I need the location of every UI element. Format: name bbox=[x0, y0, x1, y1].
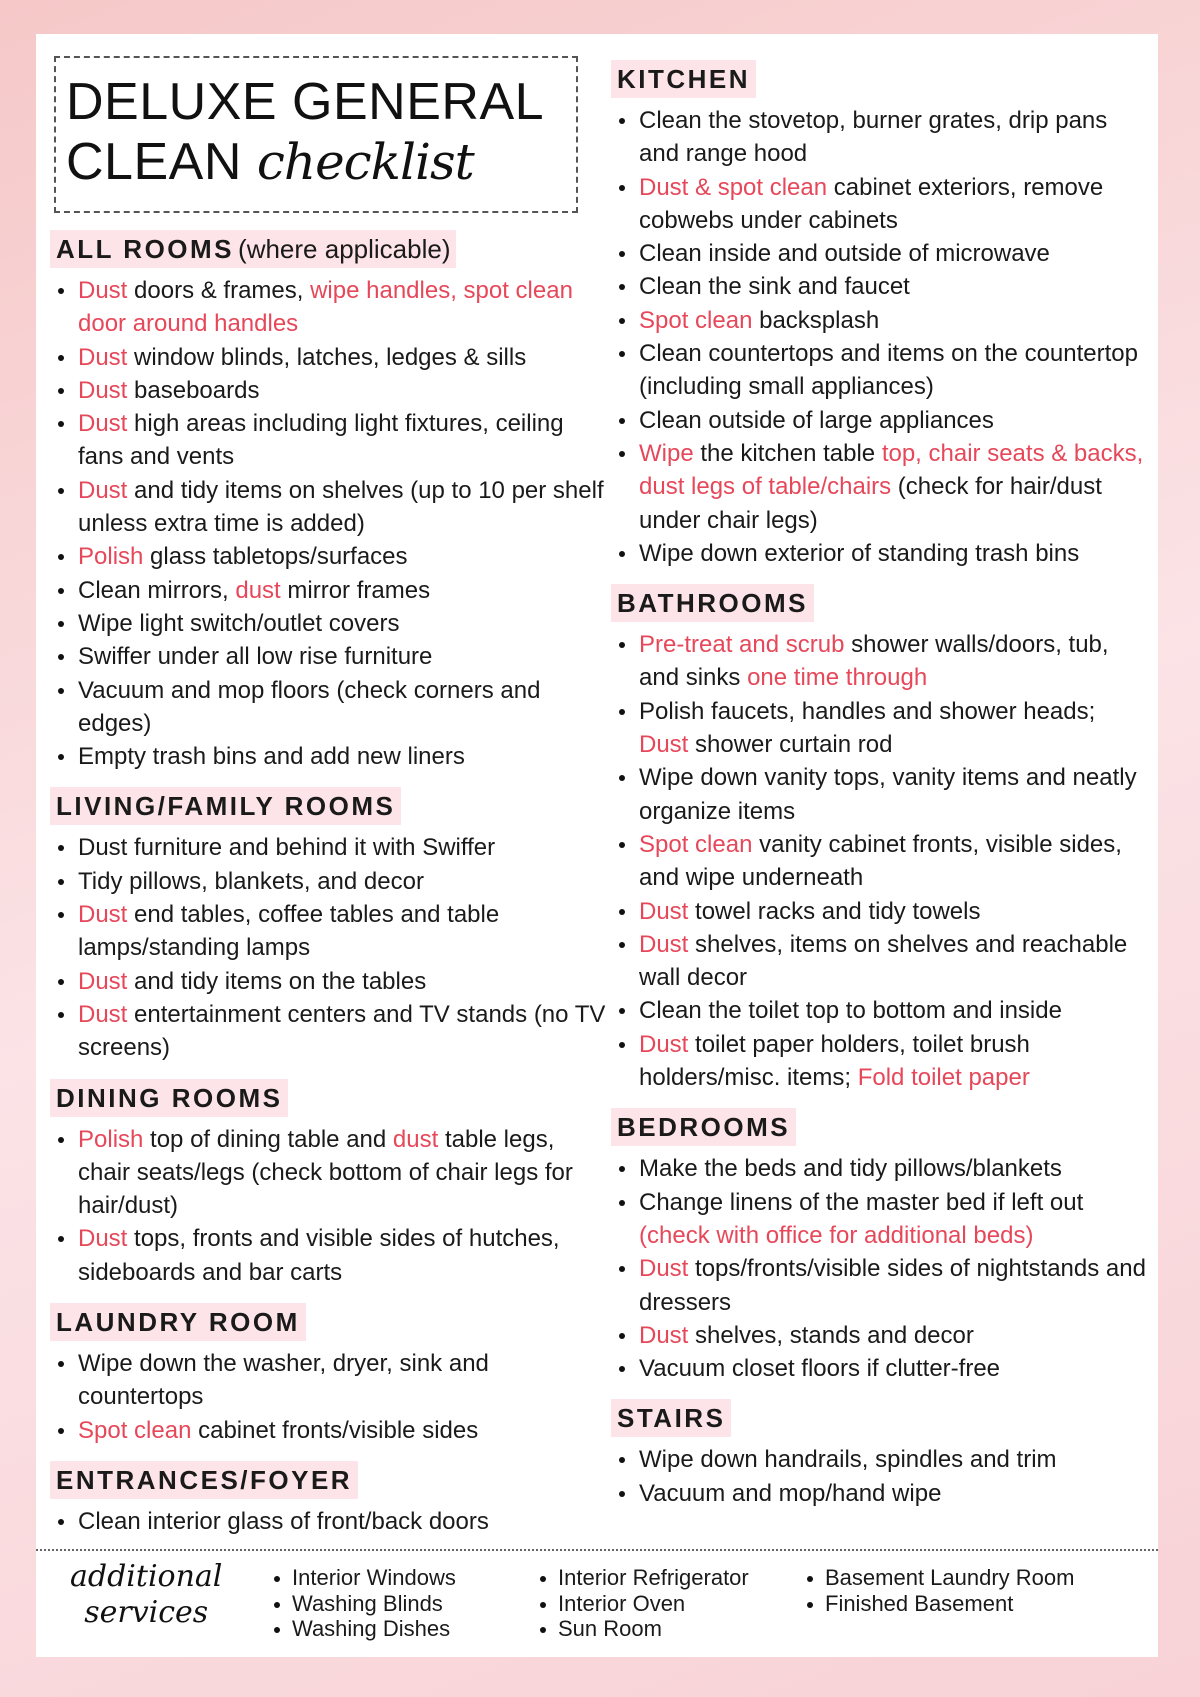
checklist-item bbox=[611, 895, 1151, 928]
script-line1: additional bbox=[70, 1559, 223, 1594]
section-stairs bbox=[611, 1399, 1151, 1510]
section-heading bbox=[611, 584, 814, 622]
item-text: doors & frames, bbox=[127, 277, 311, 304]
highlighted-text: dust bbox=[392, 1125, 439, 1153]
checklist-item bbox=[611, 237, 1151, 270]
item-text: Clean outside of large appliances bbox=[639, 406, 994, 434]
highlighted-text: Dust bbox=[639, 897, 689, 925]
item-text: Wipe down the washer, dryer, sink and countertops bbox=[78, 1350, 489, 1411]
checklist-item bbox=[50, 1222, 610, 1289]
highlighted-text: Dust bbox=[78, 343, 128, 371]
item-text: Clean the toilet top to bottom and inside bbox=[639, 997, 1062, 1025]
checklist-item bbox=[50, 831, 610, 864]
item-text: Vacuum closet floors if clutter-free bbox=[639, 1355, 1001, 1383]
item-text: shelves, stands and decor bbox=[688, 1321, 974, 1349]
checklist-item bbox=[50, 540, 610, 573]
item-text: table legs, chair seats/legs (check bottom of chair legs for hair/dust) bbox=[78, 1125, 573, 1220]
section-entrances-foyer bbox=[50, 1461, 610, 1538]
section-title: BEDROOMS bbox=[617, 1112, 791, 1143]
checklist-item bbox=[50, 965, 610, 998]
section-heading bbox=[50, 1079, 288, 1117]
checklist-item bbox=[611, 304, 1151, 337]
highlighted-text: Fold toilet paper bbox=[857, 1064, 1030, 1092]
section-heading bbox=[611, 60, 756, 98]
item-text: and tidy items on the tables bbox=[127, 967, 427, 995]
title-script: checklist bbox=[256, 133, 474, 191]
section-subtitle: (where applicable) bbox=[238, 234, 451, 264]
highlighted-text: Dust bbox=[639, 1255, 689, 1283]
item-text: Clean inside and outside of microwave bbox=[639, 240, 1050, 268]
item-text: entertainment centers and TV stands (no TV screens) bbox=[78, 1000, 606, 1062]
services-column-2 bbox=[536, 1565, 749, 1642]
checklist-page bbox=[36, 34, 1158, 1657]
item-text: Clean mirrors, bbox=[78, 576, 236, 604]
item-text: toilet paper holders, toilet brush holders/misc. items; bbox=[639, 1030, 1030, 1092]
checklist-item bbox=[50, 674, 610, 741]
highlighted-text: wipe handles, spot clean door around handles bbox=[78, 277, 573, 338]
additional-services-title bbox=[70, 1559, 222, 1631]
highlighted-text: Dust bbox=[78, 277, 128, 304]
checklist bbox=[50, 1123, 610, 1289]
highlighted-text: Spot clean bbox=[639, 830, 753, 858]
item-text: (check for hair/dust under chair legs) bbox=[639, 473, 1102, 534]
checklist-item bbox=[611, 104, 1151, 171]
title-line2: CLEAN bbox=[66, 133, 242, 191]
additional-services bbox=[36, 1549, 1158, 1657]
title-line1: DELUXE GENERAL bbox=[66, 73, 545, 131]
section-title: LAUNDRY ROOM bbox=[56, 1307, 300, 1338]
highlighted-text: Dust bbox=[78, 1225, 128, 1253]
item-text: Dust furniture and behind it with Swiffer bbox=[78, 834, 496, 862]
highlighted-text: Dust bbox=[78, 410, 128, 438]
checklist bbox=[50, 1347, 610, 1447]
item-text: Wipe down exterior of standing trash bins bbox=[639, 539, 1080, 567]
highlighted-text: Dust & spot clean bbox=[639, 173, 828, 201]
checklist-item bbox=[50, 1414, 610, 1447]
checklist-item bbox=[50, 1347, 610, 1414]
section-heading bbox=[50, 787, 401, 825]
item-text: end tables, coffee tables and table lamps/standing lamps bbox=[78, 901, 500, 962]
checklist-item bbox=[50, 898, 610, 965]
checklist-item bbox=[50, 407, 610, 474]
highlighted-text: Polish bbox=[78, 1125, 144, 1153]
checklist-item bbox=[611, 695, 1151, 762]
checklist-item bbox=[50, 865, 610, 898]
highlighted-text: dust bbox=[235, 576, 281, 604]
checklist-item bbox=[50, 574, 610, 607]
highlighted-text: Dust bbox=[78, 967, 128, 995]
service-item: Interior Refrigerator bbox=[536, 1565, 749, 1591]
item-text: backsplash bbox=[752, 306, 880, 334]
item-text: Empty trash bins and add new liners bbox=[78, 743, 465, 771]
section-heading bbox=[50, 1461, 358, 1499]
services-column-1 bbox=[270, 1565, 456, 1642]
service-item: Washing Dishes bbox=[270, 1616, 456, 1642]
section-heading bbox=[50, 230, 456, 268]
service-item: Sun Room bbox=[536, 1616, 749, 1642]
checklist-item bbox=[611, 1477, 1151, 1510]
checklist-item bbox=[50, 474, 610, 541]
checklist-item bbox=[611, 171, 1151, 238]
section-living-family-rooms bbox=[50, 787, 610, 1064]
highlighted-text: Spot clean bbox=[78, 1416, 192, 1444]
checklist-item bbox=[50, 341, 610, 374]
service-item: Washing Blinds bbox=[270, 1591, 456, 1617]
checklist-item bbox=[611, 270, 1151, 303]
item-text: top of dining table and bbox=[143, 1125, 393, 1153]
service-item: Interior Windows bbox=[270, 1565, 456, 1591]
section-title: ALL ROOMS bbox=[56, 234, 235, 264]
checklist-item bbox=[50, 998, 610, 1065]
highlighted-text: one time through bbox=[747, 664, 928, 692]
checklist-item bbox=[50, 740, 610, 773]
section-title: LIVING/FAMILY ROOMS bbox=[56, 791, 396, 822]
checklist bbox=[50, 1505, 610, 1538]
item-text: high areas including light fixtures, ceiling fans and vents bbox=[78, 410, 564, 471]
highlighted-text: Dust bbox=[639, 1321, 689, 1349]
item-text: tops/fronts/visible sides of nightstands and dressers bbox=[639, 1255, 1146, 1316]
section-heading bbox=[611, 1108, 796, 1146]
section-title: DINING ROOMS bbox=[56, 1082, 283, 1113]
section-heading bbox=[50, 1303, 306, 1341]
section-title: STAIRS bbox=[617, 1403, 726, 1434]
item-text: Wipe light switch/outlet covers bbox=[78, 609, 400, 637]
section-bedrooms bbox=[611, 1108, 1151, 1385]
left-column bbox=[50, 230, 610, 1552]
checklist-item bbox=[611, 628, 1151, 695]
checklist-item bbox=[50, 1505, 610, 1538]
highlighted-text: Dust bbox=[78, 476, 128, 504]
item-text: Tidy pillows, blankets, and decor bbox=[78, 867, 424, 895]
highlighted-text: Spot clean bbox=[639, 306, 753, 334]
service-item: Interior Oven bbox=[536, 1591, 749, 1617]
section-bathrooms bbox=[611, 584, 1151, 1094]
item-text: Clean the sink and faucet bbox=[639, 273, 910, 301]
item-text: Make the beds and tidy pillows/blankets bbox=[639, 1155, 1062, 1183]
section-dining-rooms bbox=[50, 1079, 610, 1289]
checklist-item bbox=[50, 274, 610, 341]
checklist-item bbox=[611, 337, 1151, 404]
right-column bbox=[611, 60, 1151, 1524]
checklist-item bbox=[611, 828, 1151, 895]
item-text: cabinet fronts/visible sides bbox=[191, 1416, 479, 1444]
checklist-item bbox=[611, 404, 1151, 437]
checklist-item bbox=[50, 640, 610, 673]
highlighted-text: Polish bbox=[78, 543, 144, 571]
highlighted-text: Dust bbox=[78, 901, 128, 929]
checklist-item bbox=[611, 1352, 1151, 1385]
item-text: Clean countertops and items on the countertop (including small appliances) bbox=[639, 340, 1138, 401]
highlighted-text: Dust bbox=[78, 1000, 128, 1028]
checklist bbox=[50, 274, 610, 773]
checklist bbox=[611, 1152, 1151, 1385]
highlighted-text: Dust bbox=[78, 376, 128, 404]
checklist-item bbox=[611, 437, 1151, 537]
item-text: the kitchen table bbox=[693, 439, 882, 467]
title-box bbox=[54, 56, 578, 213]
item-text: vanity cabinet fronts, visible sides, and wipe underneath bbox=[639, 830, 1122, 892]
checklist-item bbox=[611, 928, 1151, 995]
service-item: Finished Basement bbox=[803, 1591, 1074, 1617]
checklist bbox=[50, 831, 610, 1064]
item-text: Vacuum and mop/hand wipe bbox=[639, 1479, 942, 1507]
item-text: shower curtain rod bbox=[688, 731, 893, 759]
checklist-item bbox=[611, 994, 1151, 1027]
item-text: Vacuum and mop floors (check corners and edges) bbox=[78, 676, 541, 737]
item-text: shower walls/doors, tub, and sinks bbox=[639, 631, 1109, 692]
item-text: mirror frames bbox=[280, 576, 431, 604]
checklist-item bbox=[611, 1252, 1151, 1319]
highlighted-text: Wipe bbox=[639, 439, 694, 467]
highlighted-text: (check with office for additional beds) bbox=[639, 1221, 1034, 1249]
section-all-rooms bbox=[50, 230, 610, 773]
section-title: KITCHEN bbox=[617, 64, 751, 94]
services-column-3 bbox=[803, 1565, 1074, 1616]
item-text: Swiffer under all low rise furniture bbox=[78, 643, 433, 671]
checklist-item bbox=[50, 374, 610, 407]
checklist-item bbox=[50, 607, 610, 640]
item-text: Clean interior glass of front/back doors bbox=[78, 1507, 489, 1535]
checklist-item bbox=[611, 761, 1151, 828]
item-text: window blinds, latches, ledges & sills bbox=[127, 343, 527, 371]
highlighted-text: Pre-treat and scrub bbox=[639, 631, 845, 659]
item-text: Wipe down vanity tops, vanity items and neatly organize items bbox=[639, 764, 1137, 825]
highlighted-text: Dust bbox=[639, 731, 689, 759]
checklist bbox=[611, 104, 1151, 570]
checklist-item bbox=[611, 1319, 1151, 1352]
section-heading bbox=[611, 1399, 731, 1437]
item-text: and tidy items on shelves (up to 10 per shelf unless extra time is added) bbox=[78, 476, 604, 538]
section-laundry-room bbox=[50, 1303, 610, 1447]
highlighted-text: Dust bbox=[639, 930, 689, 958]
item-text: Polish faucets, handles and shower heads; bbox=[639, 697, 1096, 725]
checklist-item bbox=[611, 1152, 1151, 1185]
item-text: towel racks and tidy towels bbox=[688, 897, 981, 925]
checklist-item bbox=[611, 1443, 1151, 1476]
service-item: Basement Laundry Room bbox=[803, 1565, 1074, 1591]
section-title: ENTRANCES/FOYER bbox=[56, 1464, 353, 1495]
highlighted-text: Dust bbox=[639, 1030, 689, 1058]
item-text: Wipe down handrails, spindles and trim bbox=[639, 1446, 1057, 1474]
checklist bbox=[611, 1443, 1151, 1510]
checklist-item bbox=[611, 1186, 1151, 1253]
checklist-item bbox=[50, 1123, 610, 1223]
item-text: shelves, items on shelves and reachable wall decor bbox=[639, 930, 1128, 992]
section-kitchen bbox=[611, 60, 1151, 570]
checklist-item bbox=[611, 537, 1151, 570]
section-title: BATHROOMS bbox=[617, 588, 809, 619]
item-text: Change linens of the master bed if left out bbox=[639, 1188, 1084, 1216]
item-text: Clean the stovetop, burner grates, drip pans and range hood bbox=[639, 107, 1108, 168]
checklist bbox=[611, 628, 1151, 1094]
item-text: tops, fronts and visible sides of hutches, sideboards and bar carts bbox=[78, 1225, 560, 1286]
highlighted-text: top, chair seats & backs, dust legs of table/chairs bbox=[639, 439, 1144, 501]
item-text: baseboards bbox=[127, 376, 260, 404]
script-line2: services bbox=[84, 1595, 209, 1630]
item-text: glass tabletops/surfaces bbox=[143, 543, 408, 571]
checklist-item bbox=[611, 1028, 1151, 1095]
item-text: cabinet exteriors, remove cobwebs under cabinets bbox=[639, 173, 1104, 234]
